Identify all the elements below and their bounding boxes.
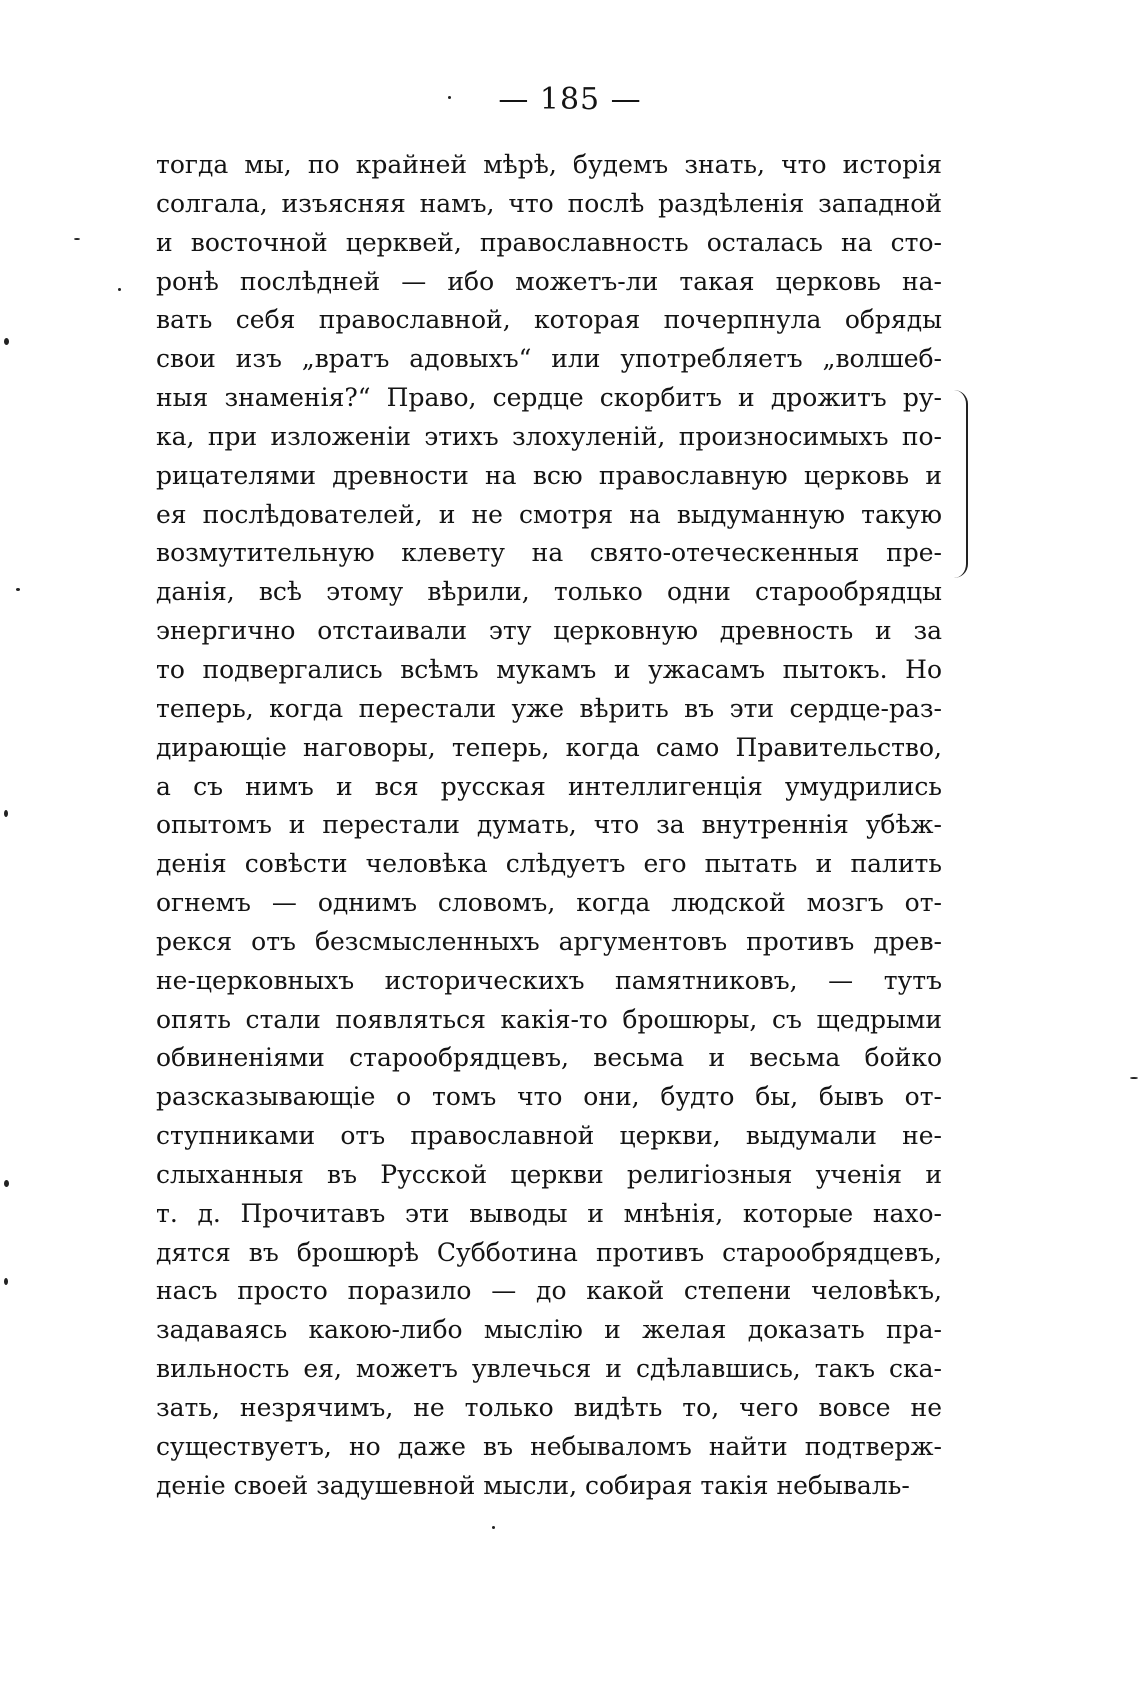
text-line: не-церковныхъ историческихъ памятниковъ, — тутъ — [156, 965, 942, 995]
text-line: ка, при изложеніи этихъ злохуленій, произносимыхъ по- — [156, 421, 942, 451]
text-line: дирающіе наговоры, теперь, когда само Правительство, — [156, 732, 942, 762]
body-text — [156, 146, 942, 1506]
text-line: а съ нимъ и вся русская интеллигенція умудрились — [156, 771, 942, 801]
text-line: насъ просто поразило — до какой степени человѣкъ, — [156, 1276, 942, 1306]
text-line: свои изъ „вратъ адовыхъ“ или употребляетъ „волшеб- — [156, 344, 942, 374]
text-line: энергично отстаивали эту церковную древность и за — [156, 616, 942, 646]
text-line: огнемъ — однимъ словомъ, когда людской мозгъ от- — [156, 888, 942, 918]
ink-speck — [4, 810, 8, 817]
text-line: рекся отъ безсмысленныхъ аргументовъ противъ древ- — [156, 926, 942, 956]
text-line: теперь, когда перестали уже вѣрить въ эти сердце-раз- — [156, 693, 942, 723]
page-number: — 185 — — [498, 82, 642, 117]
text-line: вать себя православной, которая почерпнула обряды — [156, 305, 942, 335]
text-line: задаваясь какою-либо мыслію и желая доказать пра- — [156, 1315, 942, 1345]
ink-speck — [16, 588, 20, 591]
ink-speck — [4, 1278, 8, 1285]
ink-speck — [492, 1526, 495, 1529]
text-line: дятся въ брошюрѣ Субботина противъ старообрядцевъ, — [156, 1237, 942, 1267]
text-line: обвиненіями старообрядцевъ, весьма и весьма бойко — [156, 1043, 942, 1073]
text-line: т. д. Прочитавъ эти выводы и мнѣнія, которые нахо- — [156, 1198, 942, 1228]
text-line: существуетъ, но даже въ небываломъ найти подтверж- — [156, 1431, 942, 1461]
ink-speck — [4, 338, 9, 345]
text-line: и восточной церквей, православность осталась на сто- — [156, 227, 942, 257]
text-line: ронѣ послѣдней — ибо можетъ-ли такая церковь на- — [156, 266, 942, 296]
ink-speck — [4, 1180, 9, 1187]
text-line: деніе своей задушевной мысли, собирая такія небываль- — [156, 1470, 910, 1500]
text-line: ступниками отъ православной церкви, выдумали не- — [156, 1121, 942, 1151]
text-line: ныя знаменія?“ Право, сердце скорбитъ и дрожитъ ру- — [156, 383, 942, 413]
text-line: тогда мы, по крайней мѣрѣ, будемъ знать, что исторія — [156, 150, 942, 179]
text-line: разсказывающіе о томъ что они, будто бы, бывъ от- — [156, 1082, 942, 1112]
text-line: вильность ея, можетъ увлечься и сдѣлавшись, такъ ска- — [156, 1354, 942, 1384]
margin-bracket-mark — [952, 390, 968, 578]
ink-speck — [118, 288, 121, 291]
text-line: возмутительную клевету на свято-отеческенныя пре- — [156, 538, 942, 568]
text-line: рицателями древности на всю православную церковь и — [156, 460, 942, 490]
text-line: зать, незрячимъ, не только видѣть то, чего вовсе не — [156, 1393, 942, 1422]
text-line: ея послѣдователей, и не смотря на выдуманную такую — [156, 499, 942, 529]
ink-speck — [448, 96, 451, 99]
text-line: то подвергались всѣмъ мукамъ и ужасамъ пытокъ. Но — [156, 654, 942, 684]
text-line: опять стали появляться какія-то брошюры, съ щедрыми — [156, 1004, 942, 1034]
ink-speck — [74, 238, 80, 240]
text-line: опытомъ и перестали думать, что за внутреннія убѣж- — [156, 810, 942, 840]
text-line: солгала, изъясняя намъ, что послѣ раздѣленія западной — [156, 188, 942, 218]
text-line: денія совѣсти человѣка слѣдуетъ его пытать и палить — [156, 849, 942, 879]
text-line: данія, всѣ этому вѣрили, только одни старообрядцы — [156, 577, 942, 607]
text-line: слыханныя въ Русской церкви религіозныя ученія и — [156, 1159, 942, 1189]
ink-speck — [1130, 1077, 1138, 1079]
